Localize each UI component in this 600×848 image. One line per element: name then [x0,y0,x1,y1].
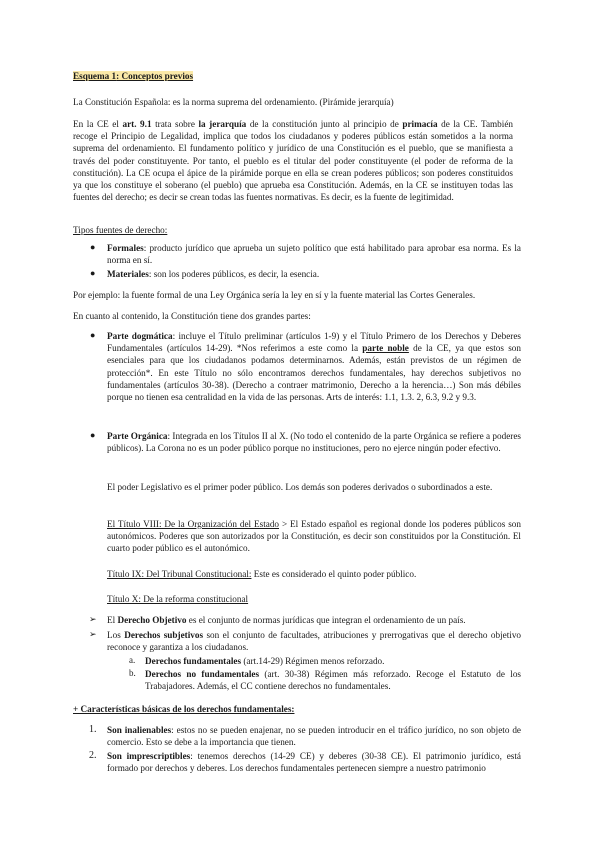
bold-run: la jerarquía [198,119,247,129]
list-item-materiales [107,268,521,280]
list-marker: 1. [89,724,97,735]
bullet-dot-icon: ● [90,330,96,340]
sub-item-fundamentales [145,655,521,667]
paragraph-art91 [73,118,513,203]
paragraph-constitucion: La Constitución Española: es la norma suprema del ordenamiento. (Pirámide jerarquía) [73,97,394,107]
list-marker: b. [129,668,136,678]
bullet-dot-icon: ● [90,430,96,440]
text-run: Los [107,630,125,640]
bullet-dot-icon: ● [90,242,96,252]
text-run: de la constitución junto al principio de [246,119,403,129]
heading-title: : Conceptos previos [116,71,194,81]
caracteristicas-title [73,703,513,715]
bold-run: Derechos subjetivos [124,630,204,640]
list-item-derechos-subjetivos [107,629,521,653]
text-run: El [107,615,118,625]
text-run: : producto jurídico que aprueba un sujeto político que está habilitado para aprobar esa norma. Es la norma en sí. [107,243,521,266]
text-run: de la CE, ya que estos son esenciales para que los ciudadanos podamos determinarnos. Además, están previstos de un régimen de protección*. En este Título no sólo encontramos derechos fundamentales, hay derechos subjetivos no fundamentales (artículos 30-38). (Derecho a contraer matrimonio, Derecho a la herencia…) Son más débiles porque no tienen esa centralidad en la vida de las personas. Arts de interés: 1.1, 1.3. 2, 6.3, 9.2 y 9.3. [107,343,521,403]
text-run: En la CE el [73,119,123,129]
bullet-dot-icon: ● [90,268,96,278]
paragraph-titulo-viii [107,518,521,555]
bold-run: primacía [402,119,438,129]
text-run: es el conjunto de normas jurídicas que integran el ordenamiento de un país. [186,615,466,625]
list-marker: 2. [89,750,97,761]
paragraph-titulo-ix [107,568,521,580]
underlined-run: El Título VIII: De la Organización del Estado [107,519,280,529]
list-item-dogmatica [107,330,521,403]
list-item-organica [107,430,521,454]
list-item-derecho-objetivo [107,614,521,626]
text-run: : incluye el Título preliminar (artículos 1-9) y el Título Primero de los Derechos y Deberes Fundamentales (artículos 14-29). *Nos referimos a este como la [107,331,521,354]
bold-run: Son inalienables [107,725,172,735]
paragraph-ejemplo: Por ejemplo: la fuente formal de una Ley Orgánica sería la ley en sí y la fuente material las Cortes Generales. [73,290,476,300]
list-item-imprescriptibles [107,750,521,774]
arrow-bullet-icon: ➢ [89,614,97,624]
bold-run: Formales [107,243,144,253]
bold-run: Derechos fundamentales [145,656,242,666]
bold-run: Parte dogmática [107,331,173,341]
bold-run: Son imprescriptibles [107,751,191,761]
paragraph-legislativo: El poder Legislativo es el primer poder público. Los demás son poderes derivados o subordinados a este. [107,482,493,492]
list-marker: a. [129,655,136,665]
tipos-fuentes-title [73,224,513,236]
underlined-title: Tipos fuentes de derecho: [73,225,168,235]
text-run: (art.14-29) Régimen menos reforzado. [241,656,385,666]
text-run: trata sobre [151,119,199,129]
text-run: de la CE. También recoge el Principio de Legalidad, implica que todos los ciudadanos y poderes públicos están sometidos a la norma suprema del ordenamiento. El fundamento político y jurídico de una Constitución es el pueblo, que se manifiesta a través del poder constituyente. Por tanto, el pueblo es el titular del poder constituyente (el poder de reforma de la constitución). La CE ocupa el ápice de la pirámide porque en ella se crean poderes públicos; son poderes constituidos ya que los constituye el soberano (el pueblo) que aprueba esa Constitución. Además, en la CE se instituyen todas las fuentes del derecho; es decir se crean todas las fuentes normativas. Es decir, es la fuente de legitimidad. [73,119,513,203]
text-run: : Integrada en los Títulos II al X. (No todo el contenido de la parte Orgánica se refiere a poderes públicos). La Corona no es un poder público porque no instituciones, pero no ejerce ningún poder efectivo. [107,431,521,454]
text-run: > El Estado español es regional donde los poderes públicos son autonómicos. Poderes que son autorizados por la Constitución, es decir son constituidos por la Constitución. El cuarto poder público es el autonómico. [107,519,521,554]
arrow-bullet-icon: ➢ [89,629,97,639]
text-run: : estos no se pueden enajenar, no se pueden introducir en el tráfico jurídico, no son objeto de comercio. Esto se debe a la importancia que tienen. [107,725,521,748]
bold-run: Parte Orgánica [107,431,168,441]
bold-underlined-run: parte noble [362,343,409,354]
list-item-inalienables [107,724,521,748]
underlined-run: Título X: De la reforma constitucional [107,594,249,604]
text-run: (art. 30-38) Régimen más reforzado. Recoge el Estatuto de los Trabajadores. Además, el CC contiene derechos no fundamentales. [145,669,521,692]
list-item-formales [107,242,521,266]
text-run: : tenemos derechos (14-29 CE) y deberes (30-38 CE). El patrimonio jurídico, está formado por derechos y deberes. Los derechos fundamentales pertenecen siempre a nuestro patrimonio [107,751,521,774]
paragraph-contenido: En cuanto al contenido, la Constitución tiene dos grandes partes: [73,311,311,321]
bold-underlined-title: + Características básicas de los derechos fundamentales: [73,704,295,714]
underlined-run: Título IX: Del Tribunal Constitucional: [107,569,252,579]
bold-run: Materiales [107,269,149,279]
paragraph-titulo-x [107,593,521,605]
text-run: son el conjunto de facultades, atribuciones y prerrogativas que el derecho objetivo reconoce y garantiza a los ciudadanos. [107,630,522,653]
text-run: : son los poderes públicos, es decir, la esencia. [148,269,320,279]
section-heading [73,70,513,82]
bold-run: Derecho Objetivo [117,615,187,625]
bold-run: Derechos no fundamentales [145,669,260,679]
text-run: Este es considerado el quinto poder público. [251,569,417,579]
heading-label: Esquema 1 [73,71,117,81]
bold-run: art. 9.1 [122,119,152,129]
sub-item-no-fundamentales [145,668,521,692]
